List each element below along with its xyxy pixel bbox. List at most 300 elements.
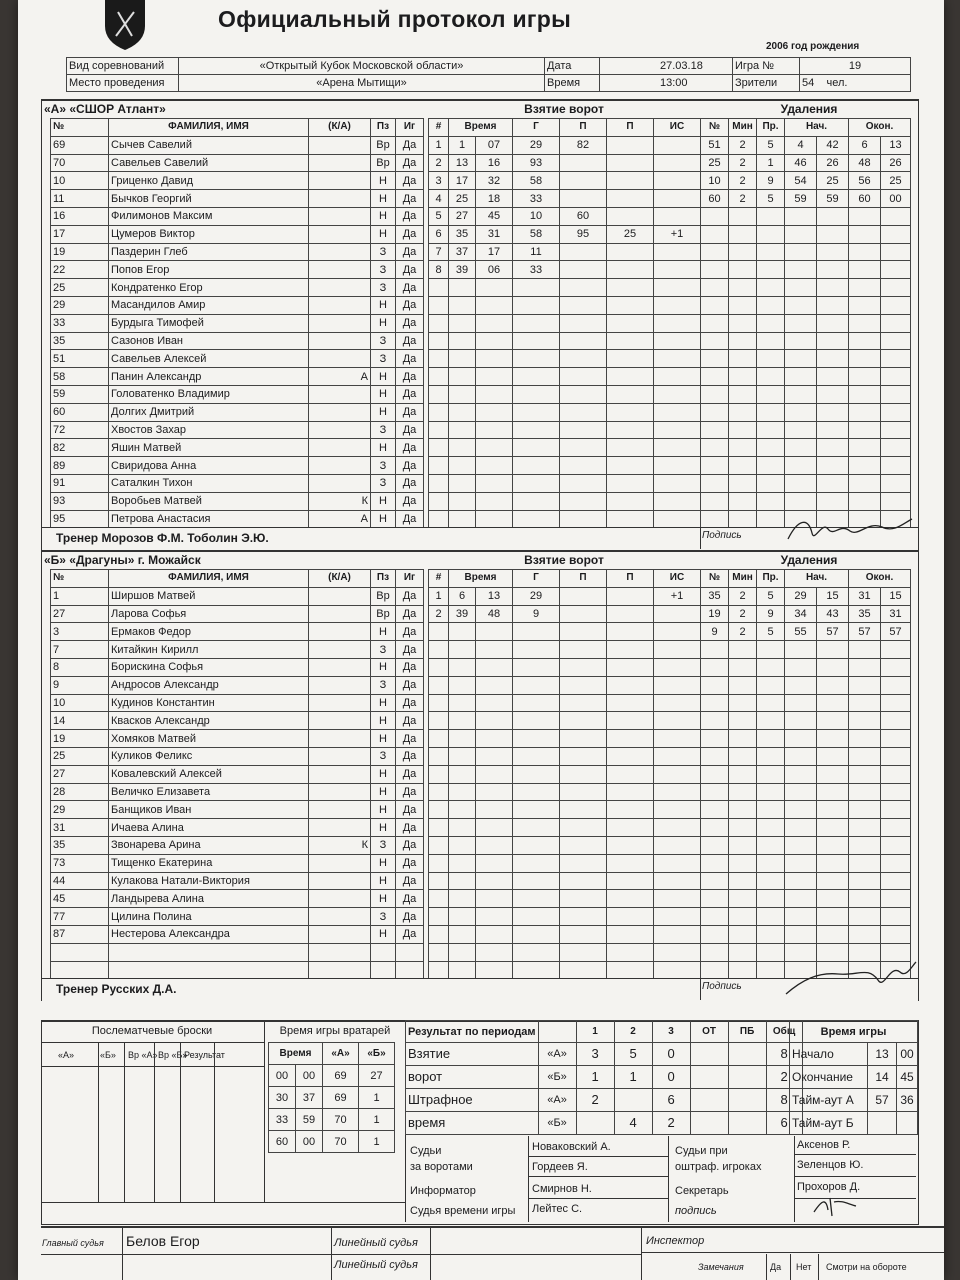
penalty-end-sec [881, 694, 911, 712]
goal-second [476, 925, 513, 943]
team-b-penalty-row [701, 819, 911, 837]
penalty-end-min [849, 641, 881, 659]
player-number [51, 943, 109, 961]
team-b-penalty-row [701, 925, 911, 943]
player-role [309, 872, 371, 890]
goal-second [476, 765, 513, 783]
player-role [309, 350, 371, 368]
goal-situation [654, 368, 701, 386]
game-time-row [790, 1112, 918, 1135]
team-a-penalty-row [701, 368, 911, 386]
penalty-start-sec [817, 747, 849, 765]
player-position: Н [371, 890, 396, 908]
penalty-start-min [785, 836, 817, 854]
penalty-start-sec: 42 [817, 136, 849, 154]
goalie-time-row [269, 1065, 395, 1087]
team-b-penalty-row [701, 694, 911, 712]
goal-assist2 [607, 136, 654, 154]
player-role [309, 154, 371, 172]
penalty-minutes: 2 [729, 172, 757, 190]
period-row [406, 1066, 803, 1089]
goal-assist1 [560, 296, 607, 314]
penalty-end-min: 60 [849, 190, 881, 208]
goal-assist2 [607, 207, 654, 225]
player-number: 35 [51, 332, 109, 350]
goal-second [476, 279, 513, 297]
goal-number [429, 819, 449, 837]
team-b-goal-row [429, 925, 701, 943]
penalty-start-sec [817, 439, 849, 457]
goal-minute: 35 [449, 225, 476, 243]
penalty-player: 9 [701, 623, 729, 641]
player-position: Н [371, 801, 396, 819]
goal-number [429, 314, 449, 332]
goal-minute [449, 350, 476, 368]
goal-number: 8 [429, 261, 449, 279]
penalty-minutes [729, 925, 757, 943]
penalties-header: № [701, 570, 729, 588]
penalty-reason [757, 368, 785, 386]
goal-assist2 [607, 510, 654, 528]
goalie-time-row [269, 1087, 395, 1109]
team-a-goal-row [429, 154, 701, 172]
player-plays: Да [396, 623, 424, 641]
goal-assist1 [560, 623, 607, 641]
penalty-minutes [729, 694, 757, 712]
goal-assist2 [607, 730, 654, 748]
player-position: З [371, 421, 396, 439]
goal-second [476, 890, 513, 908]
player-role [309, 819, 371, 837]
player-number: 31 [51, 819, 109, 837]
player-number: 10 [51, 172, 109, 190]
team-a-player-row [51, 279, 424, 297]
goal-number [429, 676, 449, 694]
goal-assist2 [607, 457, 654, 475]
team-b-penalty-row [701, 747, 911, 765]
penalty-player [701, 385, 729, 403]
game-time-hours: 57 [868, 1089, 897, 1112]
team-a-goal-row [429, 457, 701, 475]
goal-minute [449, 385, 476, 403]
goal-situation: +1 [654, 587, 701, 605]
penalty-start-sec [817, 457, 849, 475]
team-b-penalty-row [701, 908, 911, 926]
period-row [406, 1043, 803, 1066]
penalty-player [701, 676, 729, 694]
goal-scorer [513, 492, 560, 510]
penalty-reason [757, 730, 785, 748]
penalty-start-min [785, 207, 817, 225]
player-number: 89 [51, 457, 109, 475]
goal-minute [449, 676, 476, 694]
penalty-judge-2: Зеленцов Ю. [797, 1159, 864, 1171]
player-number: 29 [51, 296, 109, 314]
goalie-time-header: «А» [323, 1043, 359, 1065]
goal-minute: 1 [449, 136, 476, 154]
goal-second: 18 [476, 190, 513, 208]
period-score: 1 [576, 1066, 614, 1089]
player-name: Хвостов Захар [109, 421, 309, 439]
goal-number [429, 439, 449, 457]
team-a-player-row [51, 457, 424, 475]
date-label: Дата [545, 58, 600, 75]
penalty-player [701, 261, 729, 279]
player-plays: Да [396, 207, 424, 225]
penalty-start-sec [817, 658, 849, 676]
team-b-player-row [51, 623, 424, 641]
team-b-goal-row [429, 694, 701, 712]
penalty-player [701, 403, 729, 421]
team-b-goal-row [429, 783, 701, 801]
goal-assist2 [607, 623, 654, 641]
player-number: 17 [51, 225, 109, 243]
period-score [728, 1089, 766, 1112]
player-number: 77 [51, 908, 109, 926]
goal-second [476, 872, 513, 890]
team-b-goal-row [429, 765, 701, 783]
player-plays: Да [396, 890, 424, 908]
goal-judges-label-2: за воротами [410, 1161, 473, 1173]
goal-scorer [513, 712, 560, 730]
player-name: Масандилов Амир [109, 296, 309, 314]
goal-situation [654, 819, 701, 837]
penalty-end-sec: 13 [881, 136, 911, 154]
player-plays: Да [396, 712, 424, 730]
penalty-minutes [729, 492, 757, 510]
goal-assist2 [607, 154, 654, 172]
team-a-player-row [51, 154, 424, 172]
team-b-player-row [51, 676, 424, 694]
goal-situation [654, 314, 701, 332]
period-score: 6 [652, 1089, 690, 1112]
player-name: Свиридова Анна [109, 457, 309, 475]
goal-assist1 [560, 836, 607, 854]
team-a-coach: Тренер Морозов Ф.М. Тоболин Э.Ю. [56, 531, 269, 546]
penalty-reason [757, 854, 785, 872]
penalty-end-min [849, 457, 881, 475]
player-role [309, 676, 371, 694]
spectators-value: 54 чел. [800, 75, 911, 92]
goal-number [429, 943, 449, 961]
team-a-penalty-row [701, 154, 911, 172]
penalty-end-min: 6 [849, 136, 881, 154]
team-b-player-row [51, 908, 424, 926]
player-role [309, 190, 371, 208]
goal-number [429, 801, 449, 819]
penalty-end-sec [881, 403, 911, 421]
team-a-penalties-title: Удаления [780, 102, 838, 116]
team-a-player-row [51, 314, 424, 332]
team-b-penalty-row [701, 641, 911, 659]
penalty-start-min [785, 421, 817, 439]
team-b-penalties-table [700, 569, 911, 979]
player-plays: Да [396, 587, 424, 605]
team-b-penalty-row [701, 943, 911, 961]
penalty-start-min [785, 385, 817, 403]
player-role [309, 658, 371, 676]
team-b-goal-row [429, 890, 701, 908]
goal-assist2 [607, 961, 654, 979]
goal-minute [449, 641, 476, 659]
goal-minute [449, 943, 476, 961]
team-b-roster-header: ФАМИЛИЯ, ИМЯ [109, 570, 309, 588]
goals-header: Время [449, 570, 513, 588]
shootout-header: «Б» [100, 1050, 116, 1060]
team-a-player-row [51, 492, 424, 510]
goal-assist2 [607, 332, 654, 350]
player-number: 69 [51, 136, 109, 154]
goal-assist1 [560, 368, 607, 386]
team-b-player-row [51, 765, 424, 783]
team-a-roster-header: Иг [396, 119, 424, 137]
penalty-start-min [785, 296, 817, 314]
goal-assist1 [560, 925, 607, 943]
goal-assist1 [560, 492, 607, 510]
goal-situation [654, 658, 701, 676]
game-time-title: Время игры [790, 1021, 918, 1043]
penalty-reason [757, 457, 785, 475]
penalty-reason [757, 332, 785, 350]
goalie-time-table [268, 1042, 395, 1153]
team-a-goal-row [429, 421, 701, 439]
player-role [309, 890, 371, 908]
goal-minute [449, 765, 476, 783]
goal-situation [654, 730, 701, 748]
goal-minute: 17 [449, 172, 476, 190]
goal-assist2 [607, 368, 654, 386]
goal-number [429, 854, 449, 872]
goal-situation [654, 908, 701, 926]
goal-situation [654, 836, 701, 854]
team-b-goal-row [429, 641, 701, 659]
player-position: Н [371, 623, 396, 641]
team-a-penalty-row [701, 172, 911, 190]
player-plays: Да [396, 872, 424, 890]
penalty-start-min [785, 261, 817, 279]
team-b-penalty-row [701, 872, 911, 890]
penalty-player [701, 961, 729, 979]
player-number: 45 [51, 890, 109, 908]
goal-number [429, 421, 449, 439]
penalty-minutes [729, 207, 757, 225]
team-a-penalty-row [701, 421, 911, 439]
penalty-start-min [785, 314, 817, 332]
goal-assist1 [560, 510, 607, 528]
player-position: З [371, 641, 396, 659]
penalty-start-sec [817, 872, 849, 890]
goal-scorer [513, 801, 560, 819]
team-a-goal-row [429, 314, 701, 332]
player-plays: Да [396, 854, 424, 872]
goals-header: П [560, 570, 607, 588]
goal-number: 6 [429, 225, 449, 243]
player-role: К [309, 836, 371, 854]
linesman-label-1: Линейный судья [334, 1237, 418, 1249]
goal-assist2 [607, 190, 654, 208]
player-role [309, 457, 371, 475]
player-plays: Да [396, 908, 424, 926]
goal-assist2 [607, 836, 654, 854]
player-name: Андросов Александр [109, 676, 309, 694]
penalty-start-min [785, 439, 817, 457]
penalty-end-sec [881, 457, 911, 475]
team-b-roster-header: (К/А) [309, 570, 371, 588]
goal-assist2 [607, 765, 654, 783]
penalty-player [701, 836, 729, 854]
penalty-end-sec [881, 439, 911, 457]
goal-assist1 [560, 908, 607, 926]
player-plays: Да [396, 676, 424, 694]
period-score: 4 [614, 1112, 652, 1135]
penalty-start-sec [817, 712, 849, 730]
penalty-start-min: 54 [785, 172, 817, 190]
player-number: 3 [51, 623, 109, 641]
player-plays: Да [396, 403, 424, 421]
penalty-start-min: 46 [785, 154, 817, 172]
timekeeper-label: Судья времени игры [410, 1205, 516, 1217]
penalty-minutes [729, 510, 757, 528]
player-name: Цилина Полина [109, 908, 309, 926]
goal-scorer [513, 925, 560, 943]
penalty-player [701, 368, 729, 386]
penalty-start-sec [817, 350, 849, 368]
team-b-goal-row [429, 872, 701, 890]
team-a-goal-row [429, 279, 701, 297]
team-a-goal-row [429, 510, 701, 528]
player-name [109, 943, 309, 961]
player-plays: Да [396, 819, 424, 837]
player-name: Банщиков Иван [109, 801, 309, 819]
period-row-label: Штрафное [406, 1089, 539, 1112]
player-number: 22 [51, 261, 109, 279]
player-role [309, 925, 371, 943]
team-b-player-row [51, 730, 424, 748]
penalty-start-min [785, 225, 817, 243]
penalty-start-min [785, 403, 817, 421]
penalty-start-min: 55 [785, 623, 817, 641]
team-b-penalty-row [701, 783, 911, 801]
penalty-end-min [849, 225, 881, 243]
period-header: 2 [614, 1021, 652, 1043]
team-a-goal-row [429, 474, 701, 492]
goal-minute [449, 658, 476, 676]
player-name: Паздерин Глеб [109, 243, 309, 261]
venue-value: «Арена Мытищи» [179, 75, 545, 92]
goal-scorer [513, 908, 560, 926]
penalty-end-min [849, 403, 881, 421]
goals-header: Время [449, 119, 513, 137]
goal-second [476, 332, 513, 350]
goal-situation [654, 872, 701, 890]
team-b-penalty-row [701, 712, 911, 730]
goal-scorer: 29 [513, 587, 560, 605]
goal-assist2 [607, 676, 654, 694]
goal-second [476, 730, 513, 748]
team-b-goal-row [429, 658, 701, 676]
player-position: Н [371, 368, 396, 386]
penalty-end-min: 57 [849, 623, 881, 641]
goal-scorer [513, 350, 560, 368]
player-number: 35 [51, 836, 109, 854]
goalie-time-row [269, 1109, 395, 1131]
game-time-minutes [897, 1112, 918, 1135]
team-a-player-row [51, 172, 424, 190]
penalty-end-min [849, 243, 881, 261]
player-number: 16 [51, 207, 109, 225]
time-label: Время [545, 75, 600, 92]
goal-minute [449, 747, 476, 765]
team-a-player-row [51, 368, 424, 386]
period-row-label: время [406, 1112, 539, 1135]
goal-number [429, 765, 449, 783]
penalties-header: Окон. [849, 570, 911, 588]
player-role: А [309, 510, 371, 528]
goal-number [429, 925, 449, 943]
penalty-minutes [729, 243, 757, 261]
goalie-change-sec: 59 [296, 1109, 323, 1131]
penalty-end-min [849, 314, 881, 332]
player-plays: Да [396, 332, 424, 350]
team-b-player-row [51, 943, 424, 961]
player-number: 28 [51, 783, 109, 801]
player-role [309, 730, 371, 748]
player-role [309, 136, 371, 154]
team-a-roster-header: № [51, 119, 109, 137]
goal-number [429, 332, 449, 350]
player-position: Н [371, 510, 396, 528]
goal-situation [654, 403, 701, 421]
penalty-player [701, 712, 729, 730]
penalty-end-sec [881, 925, 911, 943]
penalty-end-sec [881, 314, 911, 332]
goal-second [476, 801, 513, 819]
goal-assist1 [560, 765, 607, 783]
goal-minute: 6 [449, 587, 476, 605]
penalty-minutes [729, 457, 757, 475]
penalty-end-sec [881, 676, 911, 694]
goal-assist2 [607, 439, 654, 457]
penalty-end-min [849, 712, 881, 730]
period-score [576, 1112, 614, 1135]
player-role [309, 225, 371, 243]
team-a-roster-header: ФАМИЛИЯ, ИМЯ [109, 119, 309, 137]
goal-situation [654, 605, 701, 623]
penalty-minutes [729, 836, 757, 854]
goal-scorer [513, 694, 560, 712]
team-b-goal-row [429, 943, 701, 961]
goal-assist1 [560, 961, 607, 979]
goal-scorer: 93 [513, 154, 560, 172]
goal-assist1 [560, 474, 607, 492]
team-a-player-row [51, 243, 424, 261]
player-name: Воробьев Матвей [109, 492, 309, 510]
team-b-player-row [51, 801, 424, 819]
goal-minute [449, 421, 476, 439]
goalie-time-title: Время игры вратарей [279, 1025, 391, 1037]
goal-assist2 [607, 925, 654, 943]
goal-second [476, 854, 513, 872]
goal-assist1 [560, 385, 607, 403]
penalty-end-min [849, 350, 881, 368]
penalty-reason [757, 492, 785, 510]
goal-assist2 [607, 314, 654, 332]
penalty-reason [757, 765, 785, 783]
game-time-minutes: 00 [897, 1043, 918, 1066]
team-a-goals-title: Взятие ворот [524, 102, 604, 116]
penalty-start-min [785, 457, 817, 475]
player-position: Н [371, 694, 396, 712]
